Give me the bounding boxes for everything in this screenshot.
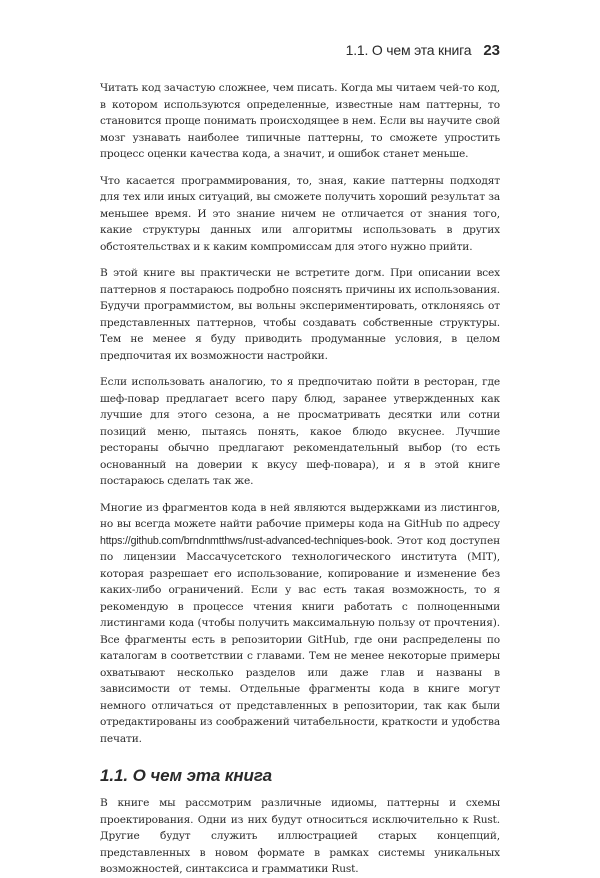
paragraph-github-listings bbox=[100, 500, 500, 748]
github-text-before: Многие из фрагментов кода в ней являются выдержками из листингов, но вы всегда можете найти рабочие примеры кода на GitHub по адресу bbox=[100, 501, 500, 530]
paragraph-restaurant-analogy: Если использовать аналогию, то я предпочитаю пойти в ресторан, где шеф-повар предлагает всего пару блюд, заранее утвержденных как лучшие для этого сезона, а не просматривать десятки или сотни позиций меню, пытаясь понять, какое блюдо вкуснее. Лучшие рестораны обычно предлагают рекомендательный выбор (то есть основанный на доверии к вкусу шеф-повара), и я в этой книге постараюсь сделать так же. bbox=[100, 376, 500, 487]
github-text-after: . Этот код доступен по лицензии Массачусетского технологического института (MIT), которая разрешает его использование, копирование и изменение без каких-либо ограничений. Если у вас есть такая возможность, то я рекомендую в процессе чтения книги работать с полноценными листингами кода (чтобы получить максимальную пользу от прочтения). Все фрагменты есть в репозитории GitHub, где они распределены по каталогам в соответствии с главами. Тем не менее некоторые примеры охватывают несколько разделов или даже глав и названы в зависимости от темы. Отдельные фрагменты кода в книге могут немного отличаться от представленных в репозитории, так как были отредактированы из соображений читабельности, краткости и удобства печати. bbox=[100, 534, 500, 745]
section-heading: 1.1. О чем эта книга bbox=[100, 766, 272, 785]
page-number: 23 bbox=[483, 42, 500, 59]
running-header bbox=[100, 40, 500, 60]
paragraph-no-dogma: В этой книге вы практически не встретите догм. При описании всех паттернов я постараюсь подробно пояснять причины их использования. Будучи программистом, вы вольны экспериментировать, отклоняясь от представленных паттернов, чтобы создавать собственные структуры. Тем не менее я буду приводить продуманные условия, в целом предпочитая их возможности настройки. bbox=[100, 267, 500, 362]
github-url-link[interactable]: https://github.com/brndnmtthws/rust-advanced-techniques-book bbox=[100, 534, 390, 547]
paragraph-programming-patterns: Что касается программирования, то, зная, какие паттерны подходят для тех или иных ситуаций, вы сможете получить хороший результат за меньшее время. И это знание ничем не отличается от знания того, какие структуры данных или алгоритмы использовать в других обстоятельствах и к каким компромиссам для этого нужно прийти. bbox=[100, 174, 500, 253]
paragraph-book-overview: В книге мы рассмотрим различные идиомы, паттерны и схемы проектирования. Одни из них будут относиться исключительно к Rust. Другие будут служить иллюстрацией старых концепций, представленных в новом формате в рамках системы уникальных возможностей, синтаксиса и грамматики Rust. bbox=[100, 797, 500, 875]
paragraph-reading-code: Читать код зачастую сложнее, чем писать. Когда мы читаем чей-то код, в котором используются определенные, известные нам паттерны, то становится проще понимать происходящее в нем. Если вы научите свой мозг узнавать наиболее типичные паттерны, то сможете упростить процесс оценки качества кода, а значит, и ошибок станет меньше. bbox=[100, 82, 500, 160]
body-text bbox=[100, 80, 500, 878]
header-section-title: 1.1. О чем эта книга bbox=[345, 42, 472, 58]
